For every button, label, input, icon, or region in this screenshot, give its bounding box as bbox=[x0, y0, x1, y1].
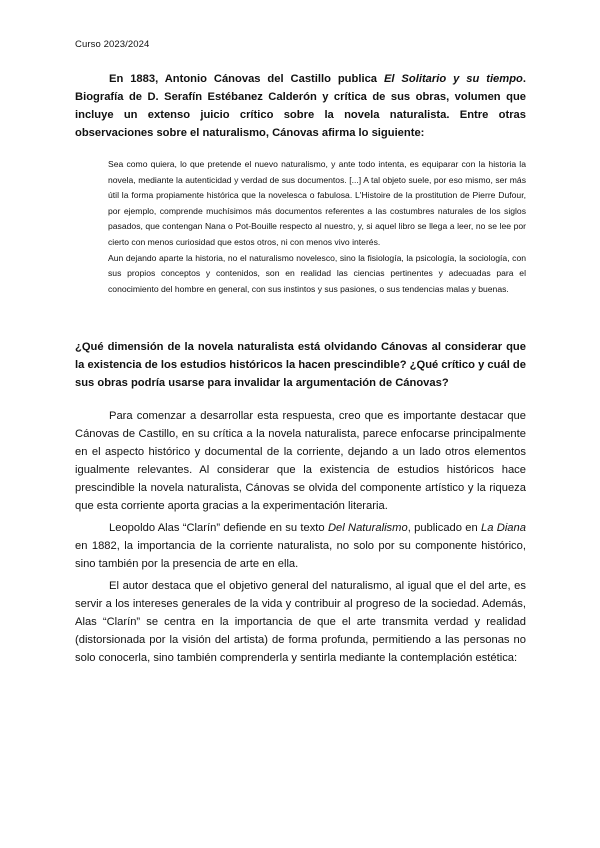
answer-paragraph-2 bbox=[75, 519, 526, 573]
intro-paragraph bbox=[75, 70, 526, 142]
answer-p2-work2: La Diana bbox=[481, 522, 526, 534]
block-quote bbox=[108, 157, 526, 297]
answer-p2-work1: Del Naturalismo bbox=[327, 522, 408, 534]
answer-paragraph-3: El autor destaca que el objetivo general del naturalismo, al igual que el del arte, es servir a los intereses generales de la vida y contribuir al progreso de la sociedad. Además, Alas “Clarín” se centra en la importancia de que el arte transmita verdad y realidad (distorsionada por la visión del artista) de forma profunda, permitiendo a las personas no solo conocerla, sino también comprenderla y sentirla mediante la contemplación estética: bbox=[75, 580, 526, 664]
intro-text-end: . Biografía de D. Serafín Estébanez Calderón y crítica de sus obras, volumen que incluye un extenso juicio crítico sobre la novela naturalista. Entre otras observaciones sobre el naturalismo, Cánovas afirma lo siguiente: bbox=[75, 73, 526, 139]
answer-body bbox=[75, 407, 526, 671]
answer-p2-part2: , publicado en bbox=[407, 522, 482, 534]
quote-paragraph-1: Sea como quiera, lo que pretende el nuevo naturalismo, y ante todo intenta, es equiparar con la historia la novela, mediante la autenticidad y verdad de sus documentos. [...] A tal objeto suele, por eso mismo, ser más útil la forma propiamente histórica que la novelesca o fabulosa. L'Histoire de la prostitution de Pierre Dufour, por ejemplo, comprende muchísimos más documentos referentes a las costumbres naturales de los siglos pasados, que contengan Nana o Pot-Bouille respecto al nuestro, y, si aquel libro se llega a leer, no se lee por cierto con menos curiosidad que estos otros, ni con menos vivo interés. bbox=[108, 159, 526, 247]
quote-paragraph-2: Aun dejando aparte la historia, no el naturalismo novelesco, sino la fisiología, la psicología, la sociología, con sus propios conceptos y contenidos, son en realidad las ciencias pertinentes y adecuadas para el conocimiento del hombre en general, con sus instintos y sus pasiones, o sus tendencias malas y buenas. bbox=[108, 252, 526, 294]
answer-paragraph-1: Para comenzar a desarrollar esta respuesta, creo que es importante destacar que Cánovas de Castillo, en su crítica a la novela naturalista, parece enfocarse principalmente en el aspecto histórico y documental de la corriente, dejando a un lado otros elementos igualmente relevantes. Al considerar que la existencia de estudios históricos hace prescindible la novela naturalista, Cánovas se olvida del componente artístico y la riqueza que esta corriente aporta gracias a la experimentación literaria. bbox=[75, 410, 526, 512]
course-header: Curso 2023/2024 bbox=[75, 39, 150, 50]
answer-p2-part1: Leopoldo Alas “Clarín” defiende en su texto bbox=[109, 522, 328, 534]
answer-p2-part3: en 1882, la importancia de la corriente naturalista, no solo por su componente histórico, sino también por la presencia de arte en ella. bbox=[75, 540, 526, 570]
question-heading: ¿Qué dimensión de la novela naturalista está olvidando Cánovas al considerar que la existencia de los estudios históricos la hacen prescindible? ¿Qué crítico y cuál de sus obras podría usarse para invalidar la argumentación de Cánovas? bbox=[75, 341, 526, 389]
intro-work-title: El Solitario y su tiempo bbox=[383, 73, 523, 85]
intro-text-start: En 1883, Antonio Cánovas del Castillo publica bbox=[109, 73, 384, 85]
